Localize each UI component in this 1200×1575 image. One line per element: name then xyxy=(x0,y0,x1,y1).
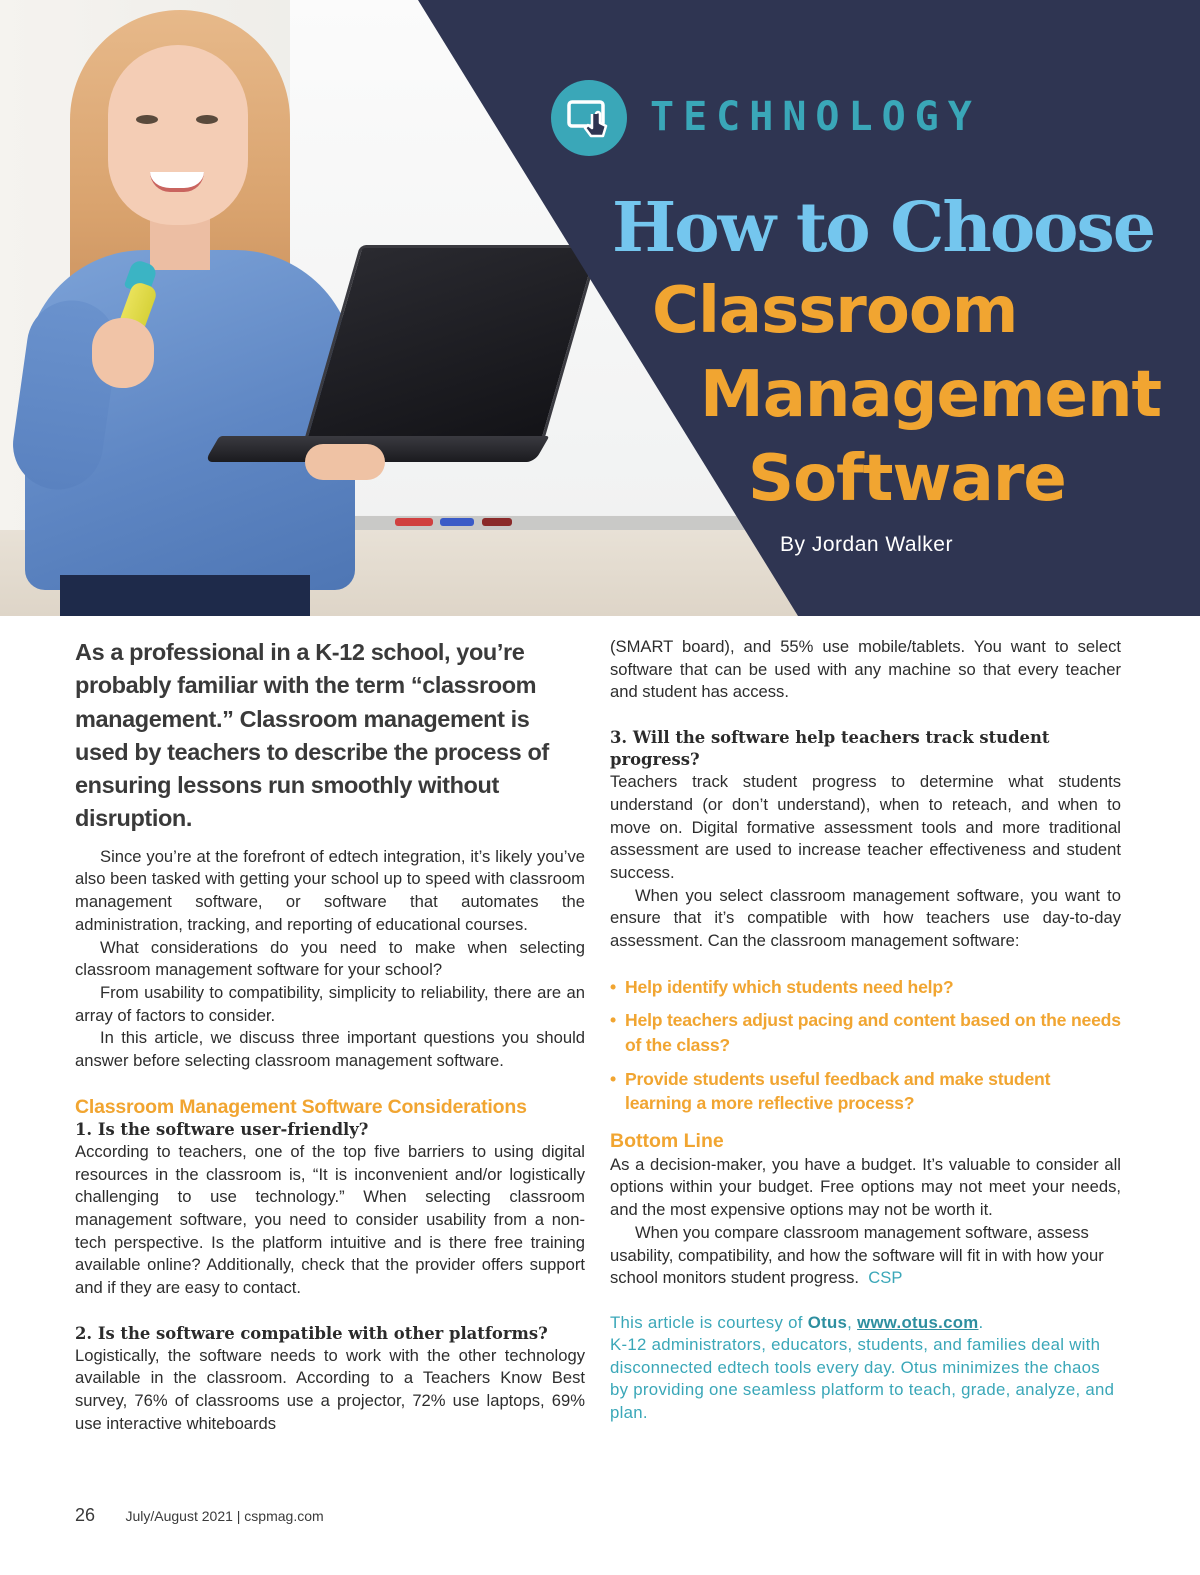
author-byline: By Jordan Walker xyxy=(780,533,953,556)
question-3-body: When you select classroom management software, you want to ensure that it’s compatible with how teachers use day-to-day assessment. Can the classroom management software: xyxy=(610,885,1121,951)
touch-screen-icon xyxy=(551,80,627,156)
article-title-line-2: Classroom xyxy=(652,274,1018,348)
right-column xyxy=(610,636,1121,1424)
otus-link[interactable]: www.otus.com xyxy=(857,1312,979,1332)
page-number: 26 xyxy=(75,1505,96,1525)
courtesy-body: K-12 administrators, educators, students, and families deal with disconnected edtech tools every day. Otus minimizes the chaos by providing one seamless platform to teach, grade, analyze, and plan. xyxy=(610,1335,1115,1422)
article-title-line-1: How to Choose xyxy=(612,188,1155,268)
bullet-item: • Help identify which students need help? xyxy=(610,975,1121,1000)
section-heading: Classroom Management Software Considerations xyxy=(75,1095,527,1118)
courtesy-separator: , xyxy=(847,1312,858,1332)
bottom-line-body: As a decision-maker, you have a budget. It’s valuable to consider all options within your budget. Free options may not meet your needs, and the most expensive options may not be worth it. xyxy=(610,1154,1121,1220)
body-paragraph: What considerations do you need to make when selecting classroom management software for your school? xyxy=(75,937,585,980)
bullet-item: • Provide students useful feedback and make student learning a more reflective process? xyxy=(610,1067,1121,1116)
courtesy-prefix: This article is courtesy of xyxy=(610,1312,808,1332)
question-2-heading: 2. Is the software compatible with other platforms? xyxy=(75,1323,548,1343)
lead-paragraph: As a professional in a K-12 school, you’re probably familiar with the term “classroom management.” Classroom management is used by teachers to describe the process of ensuring lessons run smoothly without disruption. xyxy=(75,639,549,832)
hero-banner xyxy=(0,0,1200,616)
question-3-body: Teachers track student progress to determine what students understand (or don’t understand), when to reteach, and when to move on. Digital formative assessment tools and more traditional assessment are used to increase teacher effectiveness and student success. xyxy=(610,772,1121,882)
body-paragraph: Since you’re at the forefront of edtech integration, it’s likely you’ve also been tasked with getting your school up to speed with classroom management software, or software that automates the administration, tracking, and reporting of educational courses. xyxy=(75,846,585,934)
left-column xyxy=(75,636,585,1436)
question-2-body: Logistically, the software needs to work with the other technology available in the classroom. According to a Teachers Know Best survey, 76% of classrooms use a projector, 72% use laptops, 69% use interactive whiteboards xyxy=(75,1345,585,1433)
bottom-line-heading: Bottom Line xyxy=(610,1129,724,1152)
bullet-item: • Help teachers adjust pacing and content based on the needs of the class? xyxy=(610,1008,1121,1057)
question-1-heading: 1. Is the software user-friendly? xyxy=(75,1119,369,1139)
issue-info: July/August 2021 | cspmag.com xyxy=(125,1508,324,1524)
courtesy-end: . xyxy=(978,1312,984,1332)
section-label: TECHNOLOGY xyxy=(650,94,981,140)
courtesy-org: Otus xyxy=(807,1312,848,1332)
article-title-line-3: Management xyxy=(700,358,1162,432)
question-3-heading: 3. Will the software help teachers track student progress? xyxy=(610,728,1050,770)
bullet-list xyxy=(610,975,1121,1116)
question-2-body-continued: (SMART board), and 55% use mobile/tablets. You want to select software that can be used with any machine so that every teacher and student has access. xyxy=(610,637,1121,702)
bottom-line-body xyxy=(610,1222,1121,1290)
question-1-body: According to teachers, one of the top five barriers to using digital resources in the classroom is, “It is inconvenient and/or logistically challenging to use technology.” When selecting classroom management software, you need to consider usability from a non-tech perspective. Is the platform intuitive and is there free training available online? Additionally, check that the provider offers support and if they are easy to contact. xyxy=(75,1141,585,1298)
courtesy-note xyxy=(610,1312,1121,1425)
csp-end-mark: CSP xyxy=(868,1268,903,1288)
page-footer xyxy=(75,1505,324,1526)
body-paragraph: In this article, we discuss three important questions you should answer before selecting classroom management software. xyxy=(75,1028,585,1071)
bottom-line-text: When you compare classroom management software, assess usability, compatibility, and how the software will fit in with how your school monitors student progress. xyxy=(610,1222,1104,1288)
body-paragraph: From usability to compatibility, simplicity to reliability, there are an array of factors to consider. xyxy=(75,983,585,1025)
article-title-line-4: Software xyxy=(748,442,1066,516)
